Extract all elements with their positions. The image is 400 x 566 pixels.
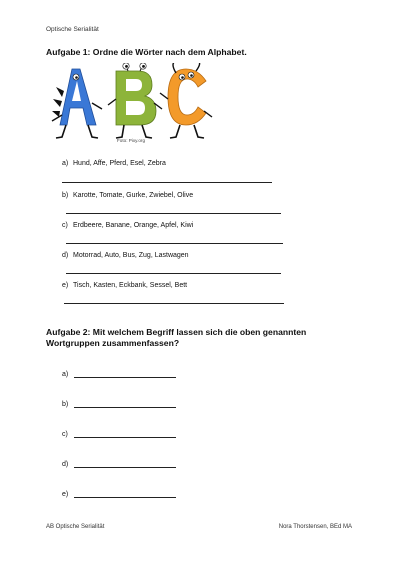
image-credit: Foto: Pixy.org [117,138,145,143]
item-label: b) [62,192,69,199]
footer-author: Nora Thorstensen, BEd MA [278,524,352,530]
list-item [62,191,193,200]
item-label: d) [62,252,69,259]
answer-row [62,431,176,438]
item-label: a) [62,160,69,167]
answer-label: c) [62,431,68,438]
list-item [62,281,187,290]
answer-line[interactable] [62,182,272,183]
answer-line[interactable] [64,303,284,304]
item-label: e) [62,282,69,289]
task1-title: Aufgabe 1: Ordne die Wörter nach dem Alphabet. [46,47,247,57]
answer-blank[interactable] [74,377,176,378]
answer-row [62,461,176,468]
letter-b-character [108,63,162,138]
answer-blank[interactable] [74,497,176,498]
answer-label: e) [62,491,69,498]
answer-row [62,371,176,378]
list-item [62,159,166,168]
item-text: Motorrad, Auto, Bus, Zug, Lastwagen [73,252,189,259]
task2-title: Aufgabe 2: Mit welchem Begriff lassen sich die oben genannten Wortgruppen zusammenfassen? [46,327,307,348]
list-item [62,221,193,230]
answer-label: b) [62,401,69,408]
item-label: c) [62,222,68,229]
answer-line[interactable] [66,273,281,274]
answer-label: d) [62,461,69,468]
item-text: Tisch, Kasten, Eckbank, Sessel, Bett [73,282,188,289]
page-header: Optische Serialität [46,26,99,33]
item-text: Erdbeere, Banane, Orange, Apfel, Kiwi [73,222,194,229]
list-item [62,251,189,260]
answer-blank[interactable] [74,437,176,438]
answer-label: a) [62,371,69,378]
item-text: Hund, Affe, Pferd, Esel, Zebra [73,160,166,167]
footer-title: AB Optische Serialität [46,524,105,530]
abc-letters-illustration [46,63,216,145]
letter-a-character [52,69,102,138]
item-text: Karotte, Tomate, Gurke, Zwiebel, Olive [73,192,194,199]
letter-c-character [160,63,212,138]
answer-row [62,491,176,498]
answer-row [62,401,176,408]
answer-blank[interactable] [74,407,176,408]
answer-line[interactable] [66,213,281,214]
answer-line[interactable] [66,243,283,244]
answer-blank[interactable] [74,467,176,468]
